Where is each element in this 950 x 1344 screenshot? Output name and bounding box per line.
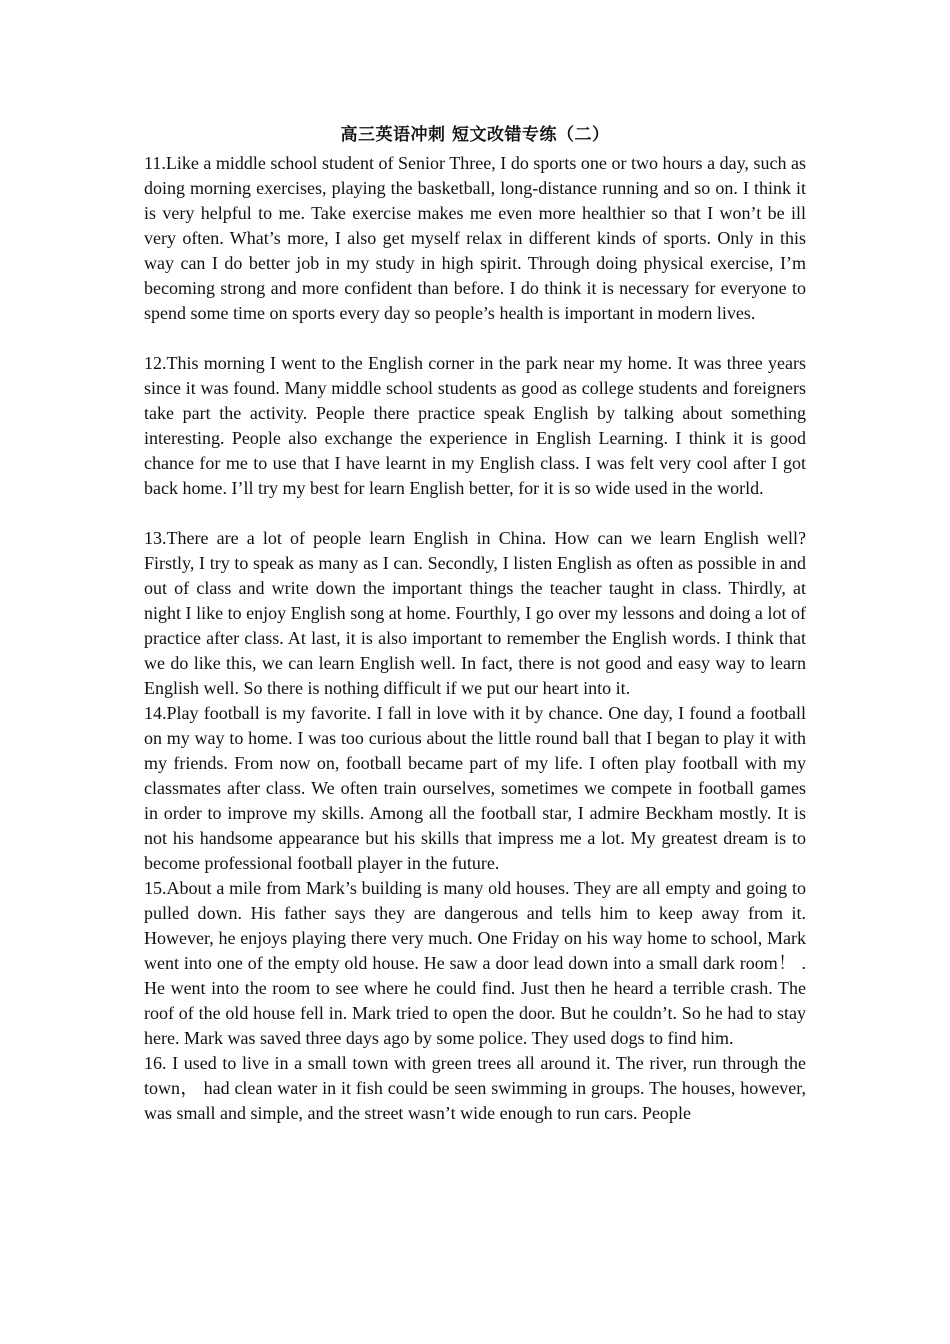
paragraph-11: 11.Like a middle school student of Senior Three, I do sports one or two hours a day, such as doing morning exercises, playing the basketball, long-distance running and so on. I think it is very helpful to me. Take exercise makes me even more healthier so that I won’t be ill very often. What’s more, I also get myself relax in different kinds of sports. Only in this way can I do better job in my study in high spirit. Through doing physical exercise, I’m becoming strong and more confident than before. I do think it is necessary for everyone to spend some time on sports every day so people’s health is important in modern lives. bbox=[144, 153, 806, 323]
paragraph-14: 14.Play football is my favorite. I fall in love with it by chance. One day, I found a football on my way to home. I was too curious about the little round ball that I began to play it with my friends. From now on, football became part of my life. I often play football with my classmates after class. We often train ourselves, sometimes we compete in football games in order to improve my skills. Among all the football star, I admire Beckham mostly. It is not his handsome appearance but his skills that impress me a lot. My greatest dream is to become professional football player in the future. bbox=[144, 703, 806, 873]
paragraph-16: 16. I used to live in a small town with green trees all around it. The river, run through the town， had clean water in it fish could be seen swimming in groups. The houses, however, was small and simple, and the street wasn’t wide enough to run cars. People bbox=[144, 1053, 806, 1123]
paragraph-15: 15.About a mile from Mark’s building is many old houses. They are all empty and going to pulled down. His father says they are dangerous and tells him to keep away from it. However, he enjoys playing there very much. One Friday on his way home to school, Mark went into one of the empty old house. He saw a door lead down into a small dark room！ . He went into the room to see where he could find. Just then he heard a terrible crash. The roof of the old house fell in. Mark tried to open the door. But he couldn’t. So he had to stay here. Mark was saved three days ago by some police. They used dogs to find him. bbox=[144, 878, 806, 1048]
document-page bbox=[144, 120, 806, 1126]
paragraph-13: 13.There are a lot of people learn English in China. How can we learn English well? Firstly, I try to speak as many as I can. Secondly, I listen English as often as possible in and out of class and write down the important things the teacher taught in class. Thirdly, at night I like to enjoy English song at home. Fourthly, I go over my lessons and doing a lot of practice after class. At last, it is also important to remember the English words. I think that we do like this, we can learn English well. In fact, there is not good and easy way to learn English well. So there is nothing difficult if we put our heart into it. bbox=[144, 528, 806, 698]
paragraph-spacer bbox=[144, 326, 806, 351]
paragraph-12: 12.This morning I went to the English corner in the park near my home. It was three years since it was found. Many middle school students as good as college students and foreigners take part the activity. People there practice speak English by talking about something interesting. People also exchange the experience in English Learning. I think it is good chance for me to use that I have learnt in my English class. I was felt very cool after I got back home. I’ll try my best for learn English better, for it is so wide used in the world. bbox=[144, 353, 806, 498]
document-title: 高三英语冲刺 短文改错专练（二） bbox=[340, 125, 610, 145]
paragraph-spacer bbox=[144, 501, 806, 526]
